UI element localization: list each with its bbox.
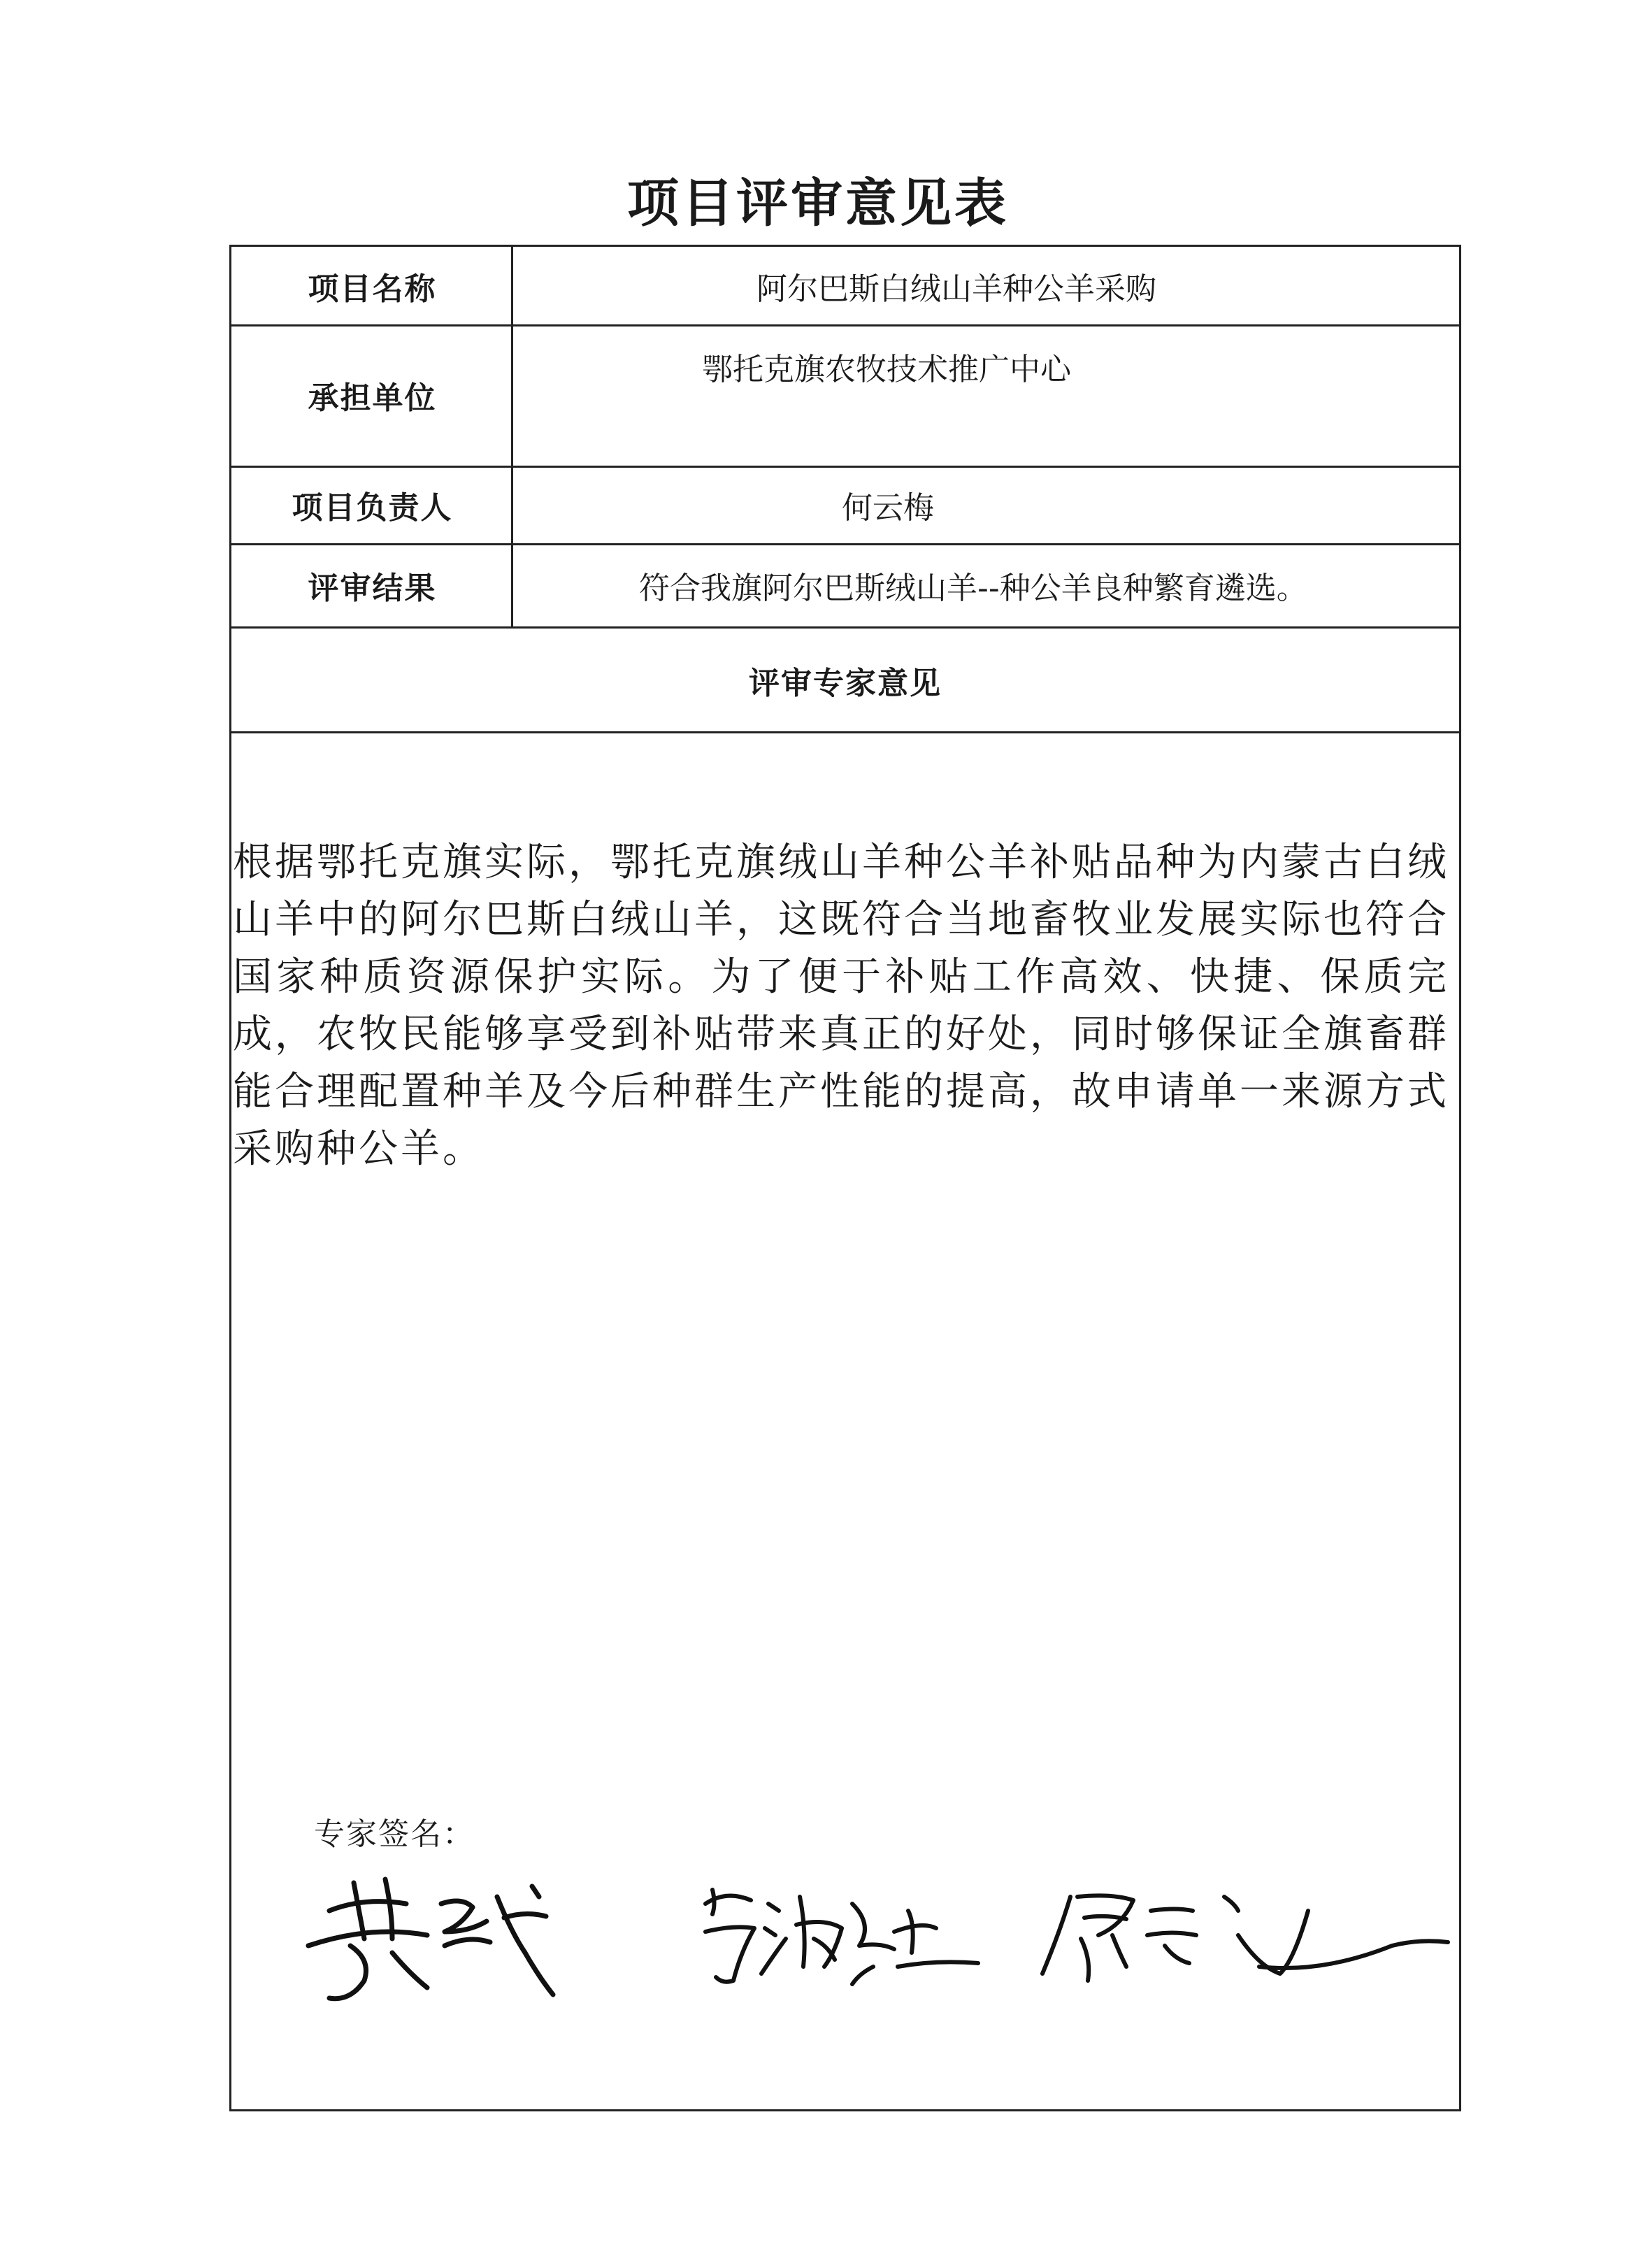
project-name-value: 阿尔巴斯白绒山羊种公羊采购 bbox=[756, 271, 1156, 307]
undertaking-unit-label: 承担单位 bbox=[308, 380, 437, 416]
signature-2 bbox=[684, 1862, 992, 2002]
expert-opinion-body: 根据鄂托克旗实际，鄂托克旗绒山羊种公羊补贴品种为内蒙古白绒山羊中的阿尔巴斯白绒山羊，这既符合当地畜牧业发展实际也符合国家种质资源保护实际。为了便于补贴工作高效、快捷、保质完成，农牧民能够享受到补贴带来真正的好处，同时够保证全旗畜群能合理配置种羊及今后种群生产性能的提高，故申请单一来源方式采购种公羊。 bbox=[233, 840, 1449, 1172]
signature-3 bbox=[1028, 1869, 1462, 1995]
project-leader-value: 何云梅 bbox=[842, 489, 934, 526]
row-divider bbox=[231, 731, 1459, 733]
signature-label: 专家签名： bbox=[314, 1816, 475, 1852]
signature-1 bbox=[287, 1855, 581, 2009]
review-result-value: 符合我旗阿尔巴斯绒山羊--种公羊良种繁育遴选。 bbox=[639, 570, 1307, 606]
review-form-table bbox=[229, 245, 1461, 2111]
undertaking-unit-value: 鄂托克旗农牧技术推广中心 bbox=[702, 352, 1071, 387]
page-title: 项目评审意见表 bbox=[627, 173, 1009, 234]
expert-opinion-heading: 评审专家意见 bbox=[749, 665, 942, 701]
project-name-label: 项目名称 bbox=[308, 271, 437, 307]
review-result-label: 评审结果 bbox=[308, 570, 437, 606]
project-leader-label: 项目负责人 bbox=[292, 489, 453, 526]
